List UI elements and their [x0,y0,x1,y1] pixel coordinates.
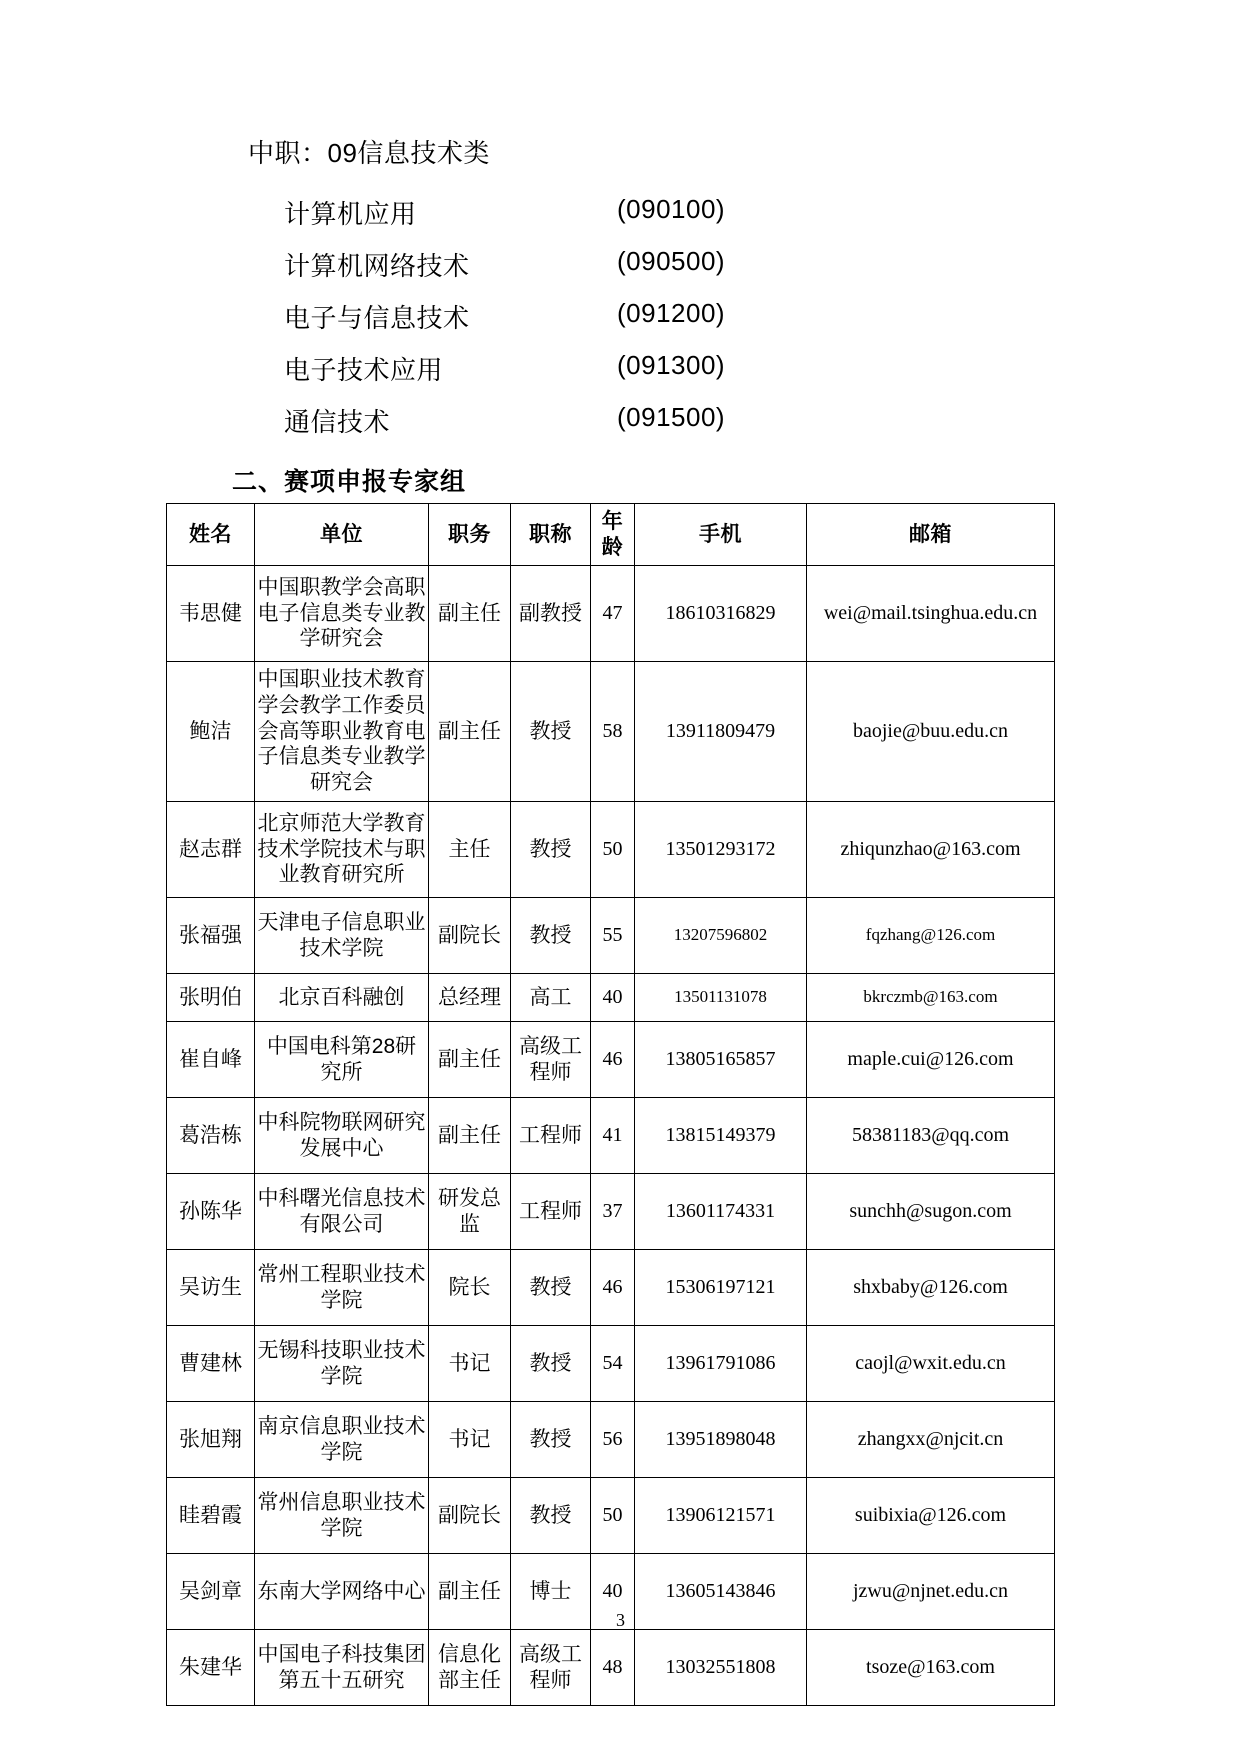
cell-org: 中科曙光信息技术有限公司 [255,1174,429,1250]
table-row [167,662,1055,802]
major-code: (091300) [617,350,726,380]
table-row [167,898,1055,974]
cell-phone: 13501131078 [635,974,807,1022]
table-row [167,1402,1055,1478]
major-code: (091500) [617,402,726,432]
cell-title: 博士 [511,1554,591,1630]
table-row [167,1478,1055,1554]
cell-email: fqzhang@126.com [807,898,1055,974]
cell-name: 崔自峰 [167,1022,255,1098]
cell-org: 中国职教学会高职电子信息类专业教学研究会 [255,566,429,662]
expert-group-table [166,503,1055,1706]
cell-email: baojie@buu.edu.cn [807,662,1055,802]
cell-name: 葛浩栋 [167,1098,255,1174]
cell-name: 鲍洁 [167,662,255,802]
cell-org: 常州工程职业技术学院 [255,1250,429,1326]
cell-age: 40 [591,974,635,1022]
cell-org: 天津电子信息职业技术学院 [255,898,429,974]
cell-name: 赵志群 [167,802,255,898]
column-header-email: 邮箱 [807,504,1055,566]
cell-phone: 13906121571 [635,1478,807,1554]
major-list-item [284,298,1080,350]
column-header-age-line2: 龄 [601,535,624,559]
cell-name: 眭碧霞 [167,1478,255,1554]
cell-email: tsoze@163.com [807,1630,1055,1706]
cell-age: 48 [591,1630,635,1706]
page-number: 3 [616,1610,625,1630]
cell-email: zhiqunzhao@163.com [807,802,1055,898]
table-row [167,1326,1055,1402]
cell-title: 教授 [511,802,591,898]
cell-email: shxbaby@126.com [807,1250,1055,1326]
column-header-age [591,504,635,566]
column-header-post: 职务 [429,504,511,566]
cell-age: 55 [591,898,635,974]
cell-age: 46 [591,1250,635,1326]
cell-age: 58 [591,662,635,802]
major-name: 电子与信息技术 [284,303,470,333]
table-row [167,802,1055,898]
cell-email: maple.cui@126.com [807,1022,1055,1098]
major-list-item [284,246,1080,298]
cell-email: sunchh@sugon.com [807,1174,1055,1250]
cell-org: 常州信息职业技术学院 [255,1478,429,1554]
cell-phone: 13961791086 [635,1326,807,1402]
cell-post: 副院长 [429,1478,511,1554]
cell-title: 工程师 [511,1174,591,1250]
cell-title: 教授 [511,1478,591,1554]
cell-title: 教授 [511,662,591,802]
cell-phone: 13951898048 [635,1402,807,1478]
cell-title: 教授 [511,1326,591,1402]
cell-age: 40 [591,1554,635,1630]
cell-post: 总经理 [429,974,511,1022]
table-row [167,1250,1055,1326]
cell-org: 东南大学网络中心 [255,1554,429,1630]
cell-email: wei@mail.tsinghua.edu.cn [807,566,1055,662]
major-name: 通信技术 [284,407,391,437]
major-list-item [284,350,1080,402]
cell-title: 教授 [511,1402,591,1478]
cell-age: 41 [591,1098,635,1174]
cell-name: 张明伯 [167,974,255,1022]
cell-email: zhangxx@njcit.cn [807,1402,1055,1478]
major-list-item [284,402,1080,454]
cell-name: 吴剑章 [167,1554,255,1630]
cell-post: 副主任 [429,1098,511,1174]
cell-name: 孙陈华 [167,1174,255,1250]
cell-title: 工程师 [511,1098,591,1174]
column-header-phone: 手机 [635,504,807,566]
cell-phone: 13805165857 [635,1022,807,1098]
column-header-title: 职称 [511,504,591,566]
cell-post: 书记 [429,1326,511,1402]
cell-org: 无锡科技职业技术学院 [255,1326,429,1402]
cell-title: 高工 [511,974,591,1022]
cell-phone: 15306197121 [635,1250,807,1326]
cell-age: 46 [591,1022,635,1098]
section-heading: 二、赛项申报专家组 [232,468,467,496]
major-code: (090500) [617,246,726,276]
cell-phone: 13207596802 [635,898,807,974]
cell-post: 书记 [429,1402,511,1478]
cell-org: 中国电子科技集团第五十五研究 [255,1630,429,1706]
cell-age: 50 [591,802,635,898]
column-header-org: 单位 [255,504,429,566]
cell-phone: 13601174331 [635,1174,807,1250]
cell-post: 副主任 [429,566,511,662]
table-row [167,1630,1055,1706]
column-header-name: 姓名 [167,504,255,566]
cell-post: 副院长 [429,898,511,974]
cell-email: caojl@wxit.edu.cn [807,1326,1055,1402]
cell-name: 吴访生 [167,1250,255,1326]
cell-post: 研发总监 [429,1174,511,1250]
cell-title: 教授 [511,1250,591,1326]
cell-name: 张福强 [167,898,255,974]
cell-title: 副教授 [511,566,591,662]
cell-email: suibixia@126.com [807,1478,1055,1554]
cell-email: jzwu@njnet.edu.cn [807,1554,1055,1630]
major-list-item [284,194,1080,246]
cell-post: 副主任 [429,662,511,802]
major-code: (091200) [617,298,726,328]
cell-post: 院长 [429,1250,511,1326]
cell-post: 副主任 [429,1022,511,1098]
cell-age: 47 [591,566,635,662]
cell-email: 58381183@qq.com [807,1098,1055,1174]
major-name: 计算机网络技术 [284,251,470,281]
major-name: 电子技术应用 [284,355,444,385]
major-name: 计算机应用 [284,199,417,229]
cell-org: 中国电科第28研究所 [255,1022,429,1098]
table-row [167,974,1055,1022]
table-row [167,1098,1055,1174]
cell-org: 北京师范大学教育技术学院技术与职业教育研究所 [255,802,429,898]
cell-name: 韦思健 [167,566,255,662]
table-row [167,1022,1055,1098]
cell-name: 曹建林 [167,1326,255,1402]
cell-email: bkrczmb@163.com [807,974,1055,1022]
cell-phone: 13911809479 [635,662,807,802]
cell-org: 南京信息职业技术学院 [255,1402,429,1478]
cell-phone: 13815149379 [635,1098,807,1174]
table-header-row [167,504,1055,566]
cell-age: 54 [591,1326,635,1402]
cell-phone: 18610316829 [635,566,807,662]
cell-age: 56 [591,1402,635,1478]
table-row [167,1174,1055,1250]
cell-post: 信息化部主任 [429,1630,511,1706]
cell-title: 高级工程师 [511,1630,591,1706]
major-code: (090100) [617,194,726,224]
cell-title: 教授 [511,898,591,974]
major-category-heading: 中职：09信息技术类 [248,138,490,168]
cell-name: 朱建华 [167,1630,255,1706]
cell-post: 副主任 [429,1554,511,1630]
cell-age: 37 [591,1174,635,1250]
major-list-block [160,140,1080,454]
cell-title: 高级工程师 [511,1022,591,1098]
table-row [167,566,1055,662]
column-header-age-line1: 年 [601,509,624,533]
cell-org: 北京百科融创 [255,974,429,1022]
cell-org: 中国职业技术教育学会教学工作委员会高等职业教育电子信息类专业教学研究会 [255,662,429,802]
cell-phone: 13032551808 [635,1630,807,1706]
cell-name: 张旭翔 [167,1402,255,1478]
cell-post: 主任 [429,802,511,898]
cell-phone: 13605143846 [635,1554,807,1630]
cell-phone: 13501293172 [635,802,807,898]
cell-org: 中科院物联网研究发展中心 [255,1098,429,1174]
cell-age: 50 [591,1478,635,1554]
